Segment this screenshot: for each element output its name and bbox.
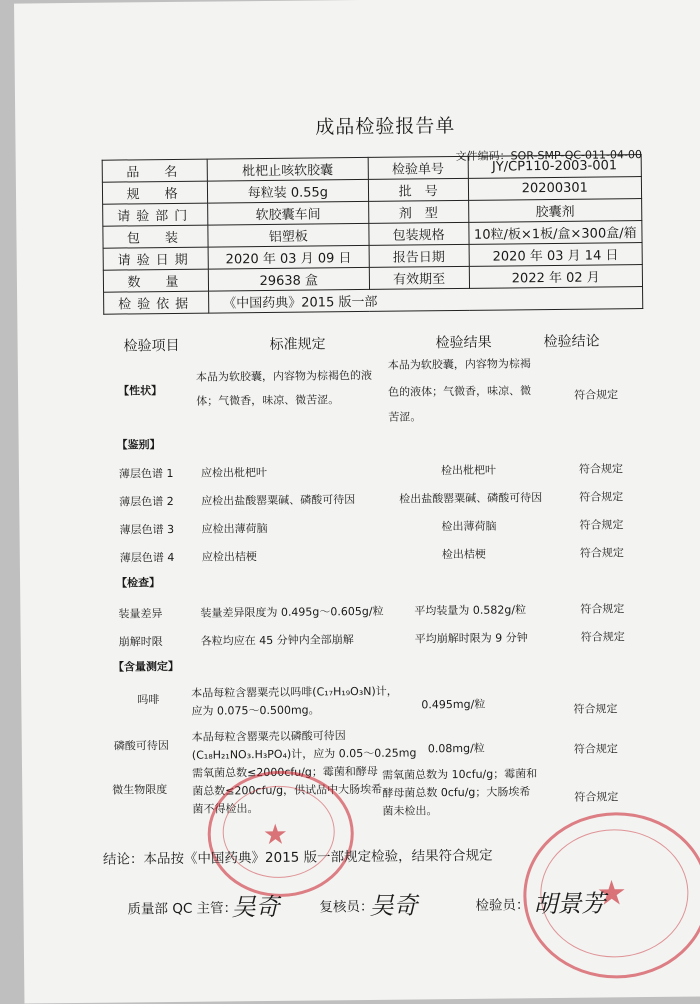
section-jiancha: 【检查】 — [116, 576, 161, 590]
jianbie-standard: 应检出桔梗 — [201, 550, 257, 564]
jianbie-result: 检出盐酸罂粟碱、磷酸可待因 — [399, 491, 543, 506]
header-key: 包 装 — [103, 225, 208, 248]
header-value: 胶囊剂 — [468, 199, 642, 223]
basis-value: 《中国药典》2015 版一部 — [209, 287, 643, 314]
jianbie-conclusion: 符合规定 — [579, 490, 624, 504]
xingzhuang-result-3: 苦涩。 — [388, 410, 422, 424]
col-header-result: 检验结果 — [435, 334, 492, 352]
jianbie-standard: 应检出盐酸罂粟碱、磷酸可待因 — [201, 493, 356, 508]
conclusion-text: 结论：本品按《中国药典》2015 版一部规定检验，结果符合规定 — [102, 847, 493, 868]
hanliang-res-morphine: 0.495mg/粒 — [421, 697, 486, 712]
section-jianbie: 【鉴别】 — [116, 438, 161, 452]
hanliang-res-micro-1: 需氧菌总数为 10cfu/g；霉菌和 — [382, 767, 538, 782]
reviewer-label: 复核员： — [319, 898, 374, 916]
company-stamp-right: ★ — [523, 811, 700, 979]
jianbie-item: 薄层色谱 4 — [119, 550, 175, 565]
jianbie-standard: 应检出枇杷叶 — [200, 465, 268, 480]
hanliang-res-micro-3: 菌未检出。 — [382, 804, 438, 818]
inspector-label: 检验员： — [475, 897, 530, 914]
hanliang-res-codeine: 0.08mg/粒 — [427, 741, 485, 756]
header-key: 报告日期 — [369, 244, 469, 267]
xingzhuang-conclusion: 符合规定 — [574, 388, 619, 402]
xingzhuang-result-1: 本品为软胶囊，内容物为棕褐 — [387, 357, 531, 372]
jianbie-item: 薄层色谱 1 — [118, 466, 174, 481]
hanliang-std-codeine-2: (C₁₈H₂₁NO₃.H₃PO₄)计，应为 0.05～0.25mg — [191, 746, 417, 762]
hanliang-item-morphine: 吗啡 — [137, 693, 160, 707]
header-value: 铝塑板 — [208, 223, 369, 247]
hanliang-item-codeine: 磷酸可待因 — [113, 739, 169, 753]
hanliang-con-morphine: 符合规定 — [573, 702, 618, 716]
header-info-table — [102, 154, 644, 315]
jianbie-item: 薄层色谱 3 — [119, 522, 175, 537]
jiancha-item: 装量差异 — [118, 607, 163, 621]
hanliang-std-codeine-1: 本品每粒含罂粟壳以磷酸可待因 — [191, 729, 346, 744]
header-key: 品 名 — [102, 159, 207, 182]
jiancha-result: 平均崩解时限为 9 分钟 — [414, 631, 528, 646]
qc-supervisor-label: 质量部 QC 主管： — [127, 900, 238, 918]
basis-row — [104, 287, 643, 315]
section-xingzhuang: 【性状】 — [118, 384, 163, 398]
page-title: 成品检验报告单 — [315, 114, 456, 139]
header-value: 10粒/板×1板/盒×300盒/箱 — [468, 221, 642, 245]
header-value: 每粒装 0.55g — [207, 179, 368, 203]
col-header-standard: 标准规定 — [269, 336, 326, 353]
header-key: 批 号 — [368, 178, 468, 201]
report-sheet — [14, 0, 700, 1004]
header-value: JY/CP110-2003-001 — [468, 155, 642, 179]
header-key: 规 格 — [102, 181, 207, 204]
header-key: 数 量 — [103, 269, 208, 292]
hanliang-item-micro: 微生物限度 — [112, 783, 168, 797]
hanliang-res-micro-2: 酵母菌总数 0cfu/g；大肠埃希 — [382, 785, 531, 800]
xingzhuang-standard-1: 本品为软胶囊，内容物为棕褐色的液 — [195, 368, 372, 384]
header-value: 2022 年 02 月 — [469, 265, 643, 289]
col-header-item: 检验项目 — [123, 337, 180, 355]
jianbie-conclusion: 符合规定 — [579, 518, 624, 532]
jianbie-result: 检出薄荷脑 — [441, 519, 497, 534]
basis-label: 检验依据 — [104, 291, 209, 314]
jiancha-standard: 装量差异限度为 0.495g～0.605g/粒 — [200, 604, 384, 620]
jiancha-standard: 各粒均应在 45 分钟内全部崩解 — [200, 633, 354, 648]
jiancha-conclusion: 符合规定 — [580, 602, 625, 616]
jianbie-result: 检出枇杷叶 — [440, 463, 496, 478]
header-value: 软胶囊车间 — [208, 201, 369, 225]
jiancha-item: 崩解时限 — [118, 635, 163, 649]
col-header-conclusion: 检验结论 — [543, 333, 600, 351]
jianbie-conclusion: 符合规定 — [578, 462, 623, 476]
hanliang-con-micro: 符合规定 — [574, 790, 619, 804]
header-value: 29638 盒 — [208, 267, 369, 291]
inspector-signature: 胡景芳 — [533, 889, 606, 919]
header-key: 请验日期 — [103, 247, 208, 270]
reviewer-signature: 吴奇 — [369, 891, 418, 920]
header-key: 请验部门 — [103, 203, 208, 226]
xingzhuang-result-2: 色的液体；气微香，味凉、微 — [388, 384, 532, 399]
section-hanliang: 【含量测定】 — [112, 659, 180, 674]
header-key: 有效期至 — [369, 266, 469, 289]
qc-supervisor-signature: 吴奇 — [231, 892, 280, 922]
hanliang-std-micro-3: 菌不得检出。 — [192, 802, 259, 816]
jianbie-result: 检出桔梗 — [441, 547, 486, 562]
jiancha-conclusion: 符合规定 — [580, 630, 625, 644]
hanliang-std-morphine-2: 应为 0.075～0.500mg。 — [191, 703, 320, 718]
jianbie-item: 薄层色谱 2 — [119, 494, 174, 509]
jianbie-standard: 应检出薄荷脑 — [201, 521, 268, 536]
hanliang-std-micro-2: 菌总数≤200cfu/g，供试品中大肠埃希 — [192, 782, 383, 798]
hanliang-std-micro-1: 需氧菌总数≤2000cfu/g；霉菌和酵母 — [192, 764, 378, 780]
file-number: 文件编码：SOR-SMP-QC-011-04-00 — [455, 148, 642, 163]
hanliang-con-codeine: 符合规定 — [573, 742, 618, 756]
hanliang-std-morphine-1: 本品每粒含罂粟壳以吗啡(C₁₇H₁₉O₃N)计， — [191, 684, 398, 700]
header-value: 20200301 — [468, 177, 642, 201]
header-value: 枇杷止咳软胶囊 — [207, 157, 368, 181]
jianbie-conclusion: 符合规定 — [579, 546, 624, 560]
xingzhuang-standard-2: 体；气微香，味凉、微苦涩。 — [196, 393, 340, 408]
header-value: 2020 年 03 月 09 日 — [208, 245, 369, 269]
header-key: 剂 型 — [368, 200, 468, 223]
header-value: 2020 年 03 月 14 日 — [469, 243, 643, 267]
company-stamp-left: ★ — [207, 770, 354, 898]
header-key: 包装规格 — [368, 222, 468, 245]
header-key: 检验单号 — [368, 156, 468, 179]
jiancha-result: 平均装量为 0.582g/粒 — [414, 603, 527, 618]
